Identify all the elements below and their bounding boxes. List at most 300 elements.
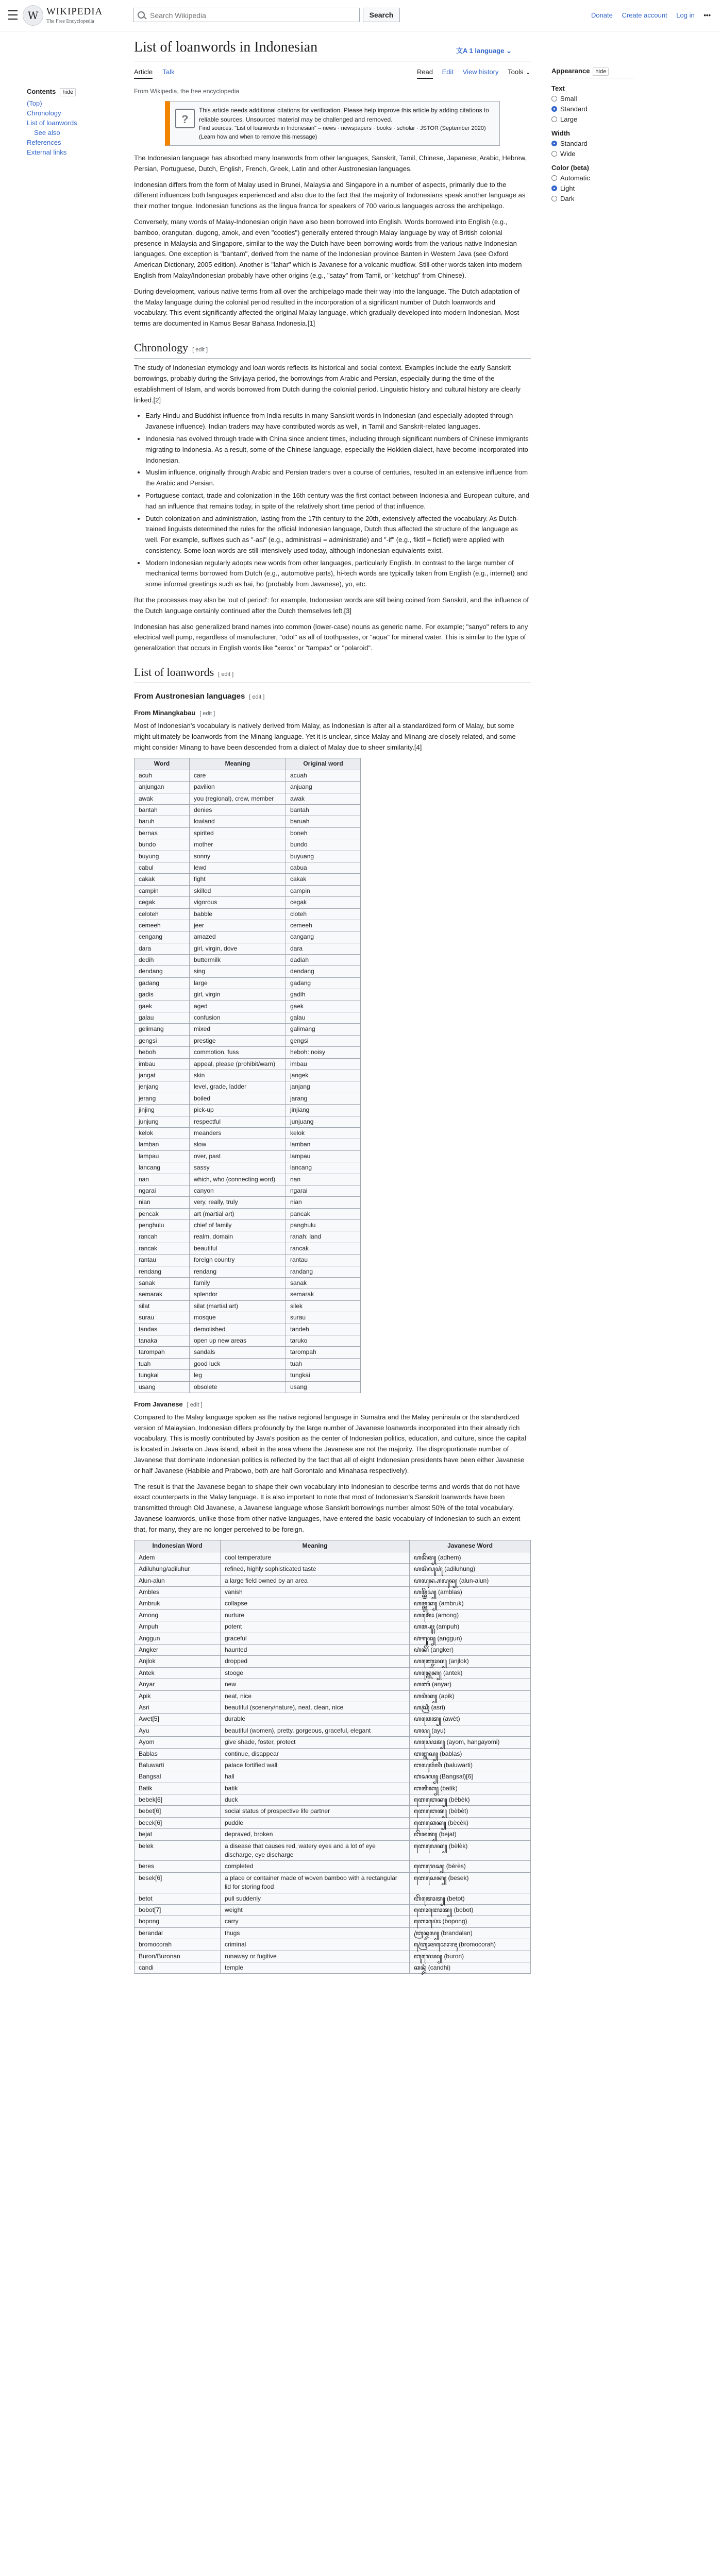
table-cell: ꦧꦺꦕꦺꦏ꧀ (bècèk): [410, 1817, 531, 1828]
table-cell: ꦧꦿꦤ꧀ꦢꦭ꧀ (brandalan): [410, 1927, 531, 1939]
table-row: [135, 989, 361, 1001]
table-cell: taruko: [286, 1335, 361, 1346]
table-cell: canyon: [190, 1185, 286, 1196]
table-row: [135, 1939, 531, 1951]
minangkabau-heading: From Minangkabau [ edit ]: [134, 709, 215, 717]
table-cell: usang: [286, 1381, 361, 1393]
table-cell: vanish: [221, 1587, 410, 1598]
appearance-title: Appearance hide: [551, 67, 634, 78]
search-icon: [138, 11, 145, 19]
more-options-icon[interactable]: •••: [703, 11, 711, 19]
table-cell: dendang: [135, 966, 190, 977]
table-cell: art (martial art): [190, 1208, 286, 1219]
table-row: [135, 1598, 531, 1609]
table-cell: ꦲꦢꦼꦩ꧀ (adhem): [410, 1552, 531, 1563]
table-cell: janjang: [286, 1081, 361, 1093]
color-dark-option[interactable]: Dark: [551, 195, 634, 202]
table-cell: bromocorah: [135, 1939, 221, 1951]
table-cell: runaway or fugitive: [221, 1951, 410, 1962]
table-cell: cakak: [135, 874, 190, 885]
table-cell: berandal: [135, 1927, 221, 1939]
table-cell: anjungan: [135, 782, 190, 793]
chronology-list: [134, 411, 531, 590]
text-large-option[interactable]: Large: [551, 115, 634, 123]
table-cell: ꦧꦺꦧꦺꦏ꧀ (bèbèk): [410, 1794, 531, 1806]
table-cell: ꦧꦺꦱꦺꦏ꧀ (besek): [410, 1872, 531, 1893]
table-cell: sassy: [190, 1162, 286, 1174]
table-cell: dadiah: [286, 955, 361, 966]
table-cell: ꦧꦼꦗꦠ꧀ (bejat): [410, 1829, 531, 1840]
table-row: [135, 1381, 361, 1393]
table-row: [135, 1904, 531, 1916]
width-standard-option[interactable]: Standard: [551, 140, 634, 147]
table-cell: semarak: [135, 1289, 190, 1300]
table-cell: rantau: [135, 1255, 190, 1266]
table-cell: girl, virgin: [190, 989, 286, 1001]
table-cell: cloteh: [286, 908, 361, 920]
table-cell: nurture: [221, 1609, 410, 1621]
table-cell: gelimang: [135, 1024, 190, 1035]
find-sources-line[interactable]: Find sources: "List of loanwords in Indonesian" – news · newspapers · books · scholar · JSTOR (September 2020) (Learn how and when to remove this message): [199, 125, 486, 140]
table-row: [135, 862, 361, 873]
table-cell: social status of prospective life partner: [221, 1806, 410, 1817]
toc-hide-button[interactable]: hide: [60, 88, 76, 96]
table-cell: baruah: [286, 816, 361, 827]
table-row: [135, 1794, 531, 1806]
radio-icon[interactable]: [551, 151, 557, 157]
table-cell: pavilion: [190, 782, 286, 793]
table-cell: gaek: [135, 1001, 190, 1012]
text-small-option[interactable]: Small: [551, 95, 634, 103]
table-row: [135, 1633, 531, 1644]
edit-section-link[interactable]: [ edit ]: [187, 1401, 203, 1408]
table-cell: chief of family: [190, 1220, 286, 1231]
toc-item-top[interactable]: (Top): [27, 99, 42, 107]
table-row: [135, 1243, 361, 1254]
table-row: [135, 1748, 531, 1759]
table-row: [135, 1656, 531, 1667]
table-cell: girl, virgin, dove: [190, 943, 286, 954]
table-row: [135, 1759, 531, 1771]
table-cell: Among: [135, 1609, 221, 1621]
table-cell: ꦧꦿꦺꦴꦩꦕꦺꦴꦫꦃ (bromocorah): [410, 1939, 531, 1951]
table-cell: bundo: [135, 839, 190, 851]
table-cell: Adiluhung/adiluhur: [135, 1564, 221, 1575]
table-row: [135, 1116, 361, 1127]
table-cell: gadih: [286, 989, 361, 1001]
table-cell: cabua: [286, 862, 361, 873]
table-cell: foreign country: [190, 1255, 286, 1266]
table-row: [135, 1575, 531, 1586]
table-row: [135, 966, 361, 977]
search-box: [133, 8, 360, 22]
citation-needed-notice: [165, 101, 500, 146]
table-cell: demolished: [190, 1324, 286, 1335]
table-cell: lampau: [286, 1150, 361, 1162]
table-cell: nian: [135, 1197, 190, 1208]
table-cell: give shade, foster, protect: [221, 1737, 410, 1748]
table-cell: neat, nice: [221, 1690, 410, 1702]
table-cell: denies: [190, 805, 286, 816]
table-cell: ꦲꦱꦿꦶ (asri): [410, 1702, 531, 1713]
table-cell: rendang: [190, 1266, 286, 1277]
chronology-paragraph: Indonesian has also generalized brand names into common (lower-case) nouns as generic name. For example; "sanyo" refers to any electrical well pump, regardless of manufacturer, "odol" as all of toothpastes, or "aqua" for mineral water. This is similar to the type of generalization that occurs in English words like "xerox" or "tampax" or "polaroid".: [134, 622, 528, 652]
table-cell: Anyar: [135, 1679, 221, 1690]
table-cell: ꦧꦁꦱꦭ꧀ (Bangsal)[6]: [410, 1771, 531, 1783]
table-row: [135, 1679, 531, 1690]
table-cell: candi: [135, 1962, 221, 1973]
table-cell: nan: [135, 1174, 190, 1185]
color-automatic-option[interactable]: Automatic: [551, 174, 634, 182]
table-cell: a place or container made of woven bamboo with a rectangular lid for storing food: [221, 1872, 410, 1893]
table-cell: bobot[7]: [135, 1904, 221, 1916]
table-cell: ꦲꦩ꧀ꦧ꧀ꦫꦸꦏ꧀ (ambruk): [410, 1598, 531, 1609]
table-cell: dropped: [221, 1656, 410, 1667]
table-cell: over, past: [190, 1150, 286, 1162]
table-row: [135, 1278, 361, 1289]
tab-view-history[interactable]: View history: [462, 68, 499, 76]
table-cell: depraved, broken: [221, 1829, 410, 1840]
table-row: [135, 1300, 361, 1312]
table-cell: skilled: [190, 885, 286, 896]
table-cell: you (regional), crew, member: [190, 793, 286, 804]
list-item: • Dutch colonization and administration, lasting from the 17th century to the 20th, extensively affected the vocabulary. As Dutch-trained linguists determined the rules for the official Indonesian language, Dutch thus affected the structure of the language as well. For example, suffixes such as "-asi" (e.g., administrasi = administratie) and "-if" (e.g., fiktif = fictief) were applied with consistency. Some loan words are still intensively used today, although Indonesian equivalents exist.: [145, 514, 531, 556]
table-cell: haunted: [221, 1645, 410, 1656]
table-cell: jarang: [286, 1093, 361, 1104]
tab-edit[interactable]: Edit: [442, 68, 454, 76]
tab-article[interactable]: Article: [134, 68, 153, 79]
table-cell: tungkai: [286, 1370, 361, 1381]
table-cell: Antek: [135, 1667, 221, 1679]
table-cell: dara: [286, 943, 361, 954]
table-cell: which, who (connecting word): [190, 1174, 286, 1185]
search-input[interactable]: [149, 8, 357, 23]
table-row: [135, 1702, 531, 1713]
table-row: [135, 1208, 361, 1219]
column-header: Word: [135, 758, 190, 770]
edit-section-link[interactable]: [ edit ]: [199, 710, 215, 717]
table-row: [135, 874, 361, 885]
table-row: [135, 1916, 531, 1927]
table-row: [135, 1872, 531, 1893]
table-cell: penghulu: [135, 1220, 190, 1231]
radio-icon[interactable]: [551, 196, 557, 201]
table-cell: dedih: [135, 955, 190, 966]
table-cell: nian: [286, 1197, 361, 1208]
text-standard-option[interactable]: Standard: [551, 105, 634, 113]
table-row: [135, 1058, 361, 1070]
table-cell: ꦲꦤ꧀ꦠꦺꦏ꧀ (antek): [410, 1667, 531, 1679]
toc-item-list[interactable]: List of loanwords: [27, 119, 77, 127]
table-cell: temple: [221, 1962, 410, 1973]
table-cell: ꦲꦮꦺꦠ꧀ (awèt): [410, 1714, 531, 1725]
table-row: [135, 1840, 531, 1861]
table-cell: criminal: [221, 1939, 410, 1951]
javanese-table: [134, 1540, 531, 1974]
table-cell: ꦧꦧ꧀ꦭꦱ꧀ (bablas): [410, 1748, 531, 1759]
table-cell: refined, highly sophisticated taste: [221, 1564, 410, 1575]
language-button[interactable]: 文A 1 language ⌄: [456, 47, 512, 55]
table-cell: Ayu: [135, 1725, 221, 1736]
chronology-paragraph: But the processes may also be 'out of period': for example, Indonesian words are still being coined from Sanskrit, and the influence of the Dutch language certainly continued after the Dutch themselves left.[3]: [134, 596, 529, 615]
table-row: [135, 1266, 361, 1277]
table-cell: carry: [221, 1916, 410, 1927]
table-cell: appeal, please (prohibit/warn): [190, 1058, 286, 1070]
table-cell: tuah: [286, 1358, 361, 1369]
table-cell: becek[6]: [135, 1817, 221, 1828]
intro-paragraph: Conversely, many words of Malay-Indonesian origin have also been borrowed into English. Words borrowed into English (e.g., bamboo, orangutan, dugong, amok, and even "cooties") generally entered through Malay language by way of British colonial presence in Malaysia and Singapore, similar to the way the Dutch have been borrowing words from the various native Indonesian languages. One exception is "bantam", derived from the name of the Indonesian province Banten in Western Java (see Oxford American Dictionary, 2005 edition). Another is "lahar" which is Javanese for a volcanic mudflow. Still other words taken into modern English from Malay/Indonesian probably have other origins (e.g., "satay" from Tamil, or "ketchup" from Chinese).: [134, 217, 522, 279]
table-cell: slow: [190, 1139, 286, 1150]
table-row: [135, 943, 361, 954]
table-row: [135, 908, 361, 920]
table-row: [135, 839, 361, 851]
column-header: Meaning: [221, 1540, 410, 1552]
table-cell: nan: [286, 1174, 361, 1185]
table-cell: ꦲꦩꦺꦴꦁ (among): [410, 1609, 531, 1621]
tab-tools[interactable]: Tools ⌄: [508, 68, 531, 76]
table-row: [135, 1174, 361, 1185]
tab-read[interactable]: Read: [417, 68, 433, 79]
table-cell: collapse: [221, 1598, 410, 1609]
list-item: • Muslim influence, originally through Arabic and Persian traders over a course of centuries, resulted in an extensive influence from the Arabic and Persian.: [145, 467, 531, 489]
table-row: [135, 1070, 361, 1081]
table-cell: silat: [135, 1300, 190, 1312]
table-cell: family: [190, 1278, 286, 1289]
table-cell: ꦲꦩ꧀ꦧ꧀ꦭꦼꦱ꧀ (amblas): [410, 1587, 531, 1598]
table-row: [135, 827, 361, 839]
table-cell: sandals: [190, 1347, 286, 1358]
table-row: [135, 1962, 531, 1973]
login-link[interactable]: Log in: [676, 11, 695, 19]
intro-paragraph: The Indonesian language has absorbed many loanwords from other languages, Sanskrit, Tamil, Chinese, Japanese, Arabic, Hebrew, Persian, Portuguese, Dutch, English, French, Greek, Latin and other Austronesian languages.: [134, 154, 527, 173]
table-cell: ranah: land: [286, 1231, 361, 1243]
table-cell: jinjiang: [286, 1105, 361, 1116]
table-row: [135, 1609, 531, 1621]
table-cell: junjung: [135, 1116, 190, 1127]
table-cell: aged: [190, 1001, 286, 1012]
edit-section-link[interactable]: [ edit ]: [192, 346, 208, 353]
toc-item-chronology[interactable]: Chronology: [27, 109, 61, 117]
create-account-link[interactable]: Create account: [622, 11, 667, 19]
search-button[interactable]: Search: [363, 8, 400, 22]
table-cell: baruh: [135, 816, 190, 827]
edit-section-link[interactable]: [ edit ]: [249, 694, 265, 701]
color-light-option[interactable]: Light: [551, 184, 634, 192]
table-row: [135, 1552, 531, 1563]
table-cell: jeer: [190, 920, 286, 931]
table-cell: anjuang: [286, 782, 361, 793]
table-cell: Asri: [135, 1702, 221, 1713]
table-cell: pull suddenly: [221, 1893, 410, 1904]
wikipedia-wordmark[interactable]: WIKIPEDIA: [46, 6, 103, 17]
width-label: Width: [551, 129, 570, 137]
radio-selected-icon[interactable]: [551, 106, 557, 112]
table-cell: durable: [221, 1714, 410, 1725]
table-cell: ꦧꦸꦫꦺꦴꦤ꧀ (buron): [410, 1951, 531, 1962]
table-cell: betot: [135, 1893, 221, 1904]
table-cell: babble: [190, 908, 286, 920]
table-cell: lampau: [135, 1150, 190, 1162]
table-cell: campin: [135, 885, 190, 896]
radio-selected-icon[interactable]: [551, 185, 557, 191]
site-header: [0, 0, 721, 31]
table-row: [135, 1783, 531, 1794]
table-cell: hall: [221, 1771, 410, 1783]
table-cell: kelok: [286, 1127, 361, 1139]
table-cell: a disease that causes red, watery eyes and a lot of eye discharge, eye discharge: [221, 1840, 410, 1861]
table-cell: imbau: [286, 1058, 361, 1070]
table-cell: ꦲꦪꦸ (ayu): [410, 1725, 531, 1736]
table-cell: ꦧꦭꦸꦮꦂꦠꦶ (baluwarti): [410, 1759, 531, 1771]
toc-item-references[interactable]: References: [27, 139, 61, 146]
table-cell: respectful: [190, 1116, 286, 1127]
table-cell: Ayom: [135, 1737, 221, 1748]
table-cell: usang: [135, 1381, 190, 1393]
table-row: [135, 1081, 361, 1093]
table-cell: galimang: [286, 1024, 361, 1035]
table-cell: care: [190, 770, 286, 781]
table-row: [135, 1564, 531, 1575]
table-cell: lowland: [190, 816, 286, 827]
table-cell: acuh: [135, 770, 190, 781]
table-cell: Buron/Buronan: [135, 1951, 221, 1962]
table-cell: ꦲꦁꦒꦸꦤ꧀ (anggun): [410, 1633, 531, 1644]
table-row: [135, 1667, 531, 1679]
austronesian-heading: From Austronesian languages [ edit ]: [134, 692, 265, 701]
table-cell: Apik: [135, 1690, 221, 1702]
article-content: [134, 101, 531, 1980]
table-cell: pancak: [286, 1208, 361, 1219]
table-row: [135, 1927, 531, 1939]
table-row: [135, 1714, 531, 1725]
table-cell: cegak: [286, 897, 361, 908]
table-cell: rancak: [286, 1243, 361, 1254]
radio-icon[interactable]: [551, 116, 557, 122]
table-row: [135, 1587, 531, 1598]
table-cell: beautiful (women), pretty, gorgeous, graceful, elegant: [221, 1725, 410, 1736]
donate-link[interactable]: Donate: [591, 11, 613, 19]
table-cell: silek: [286, 1300, 361, 1312]
table-cell: stooge: [221, 1667, 410, 1679]
table-cell: new: [221, 1679, 410, 1690]
table-cell: bejat: [135, 1829, 221, 1840]
table-cell: ꦕꦤ꧀ꦢꦶ (candhi): [410, 1962, 531, 1973]
table-cell: surau: [135, 1312, 190, 1324]
table-row: [135, 1893, 531, 1904]
table-cell: weight: [221, 1904, 410, 1916]
table-row: [135, 1621, 531, 1633]
radio-selected-icon[interactable]: [551, 141, 557, 146]
table-row: [135, 1047, 361, 1058]
table-cell: obsolete: [190, 1381, 286, 1393]
table-row: [135, 1139, 361, 1150]
table-cell: lewd: [190, 862, 286, 873]
table-cell: buyuang: [286, 851, 361, 862]
table-cell: lamban: [135, 1139, 190, 1150]
table-row: [135, 1645, 531, 1656]
table-cell: ꦧꦺꦴꦥꦺꦴꦁ (bopong): [410, 1916, 531, 1927]
table-cell: vigorous: [190, 897, 286, 908]
table-cell: beres: [135, 1861, 221, 1872]
wikipedia-tagline: The Free Encyclopedia: [46, 19, 94, 24]
table-cell: awak: [286, 793, 361, 804]
table-cell: tandeh: [286, 1324, 361, 1335]
table-cell: graceful: [221, 1633, 410, 1644]
table-cell: cangang: [286, 931, 361, 943]
table-cell: acuah: [286, 770, 361, 781]
table-cell: ꦧꦺꦧꦺꦠ꧀ (bèbèt): [410, 1806, 531, 1817]
list-item: • Early Hindu and Buddhist influence from India results in many Sanskrit words in Indonesian (and especially adopted through Javanese influence). Indian traders may have contributed words as well, in Tamil and Sanskrit-related languages.: [145, 411, 531, 432]
table-cell: galau: [286, 1012, 361, 1024]
edit-section-link[interactable]: [ edit ]: [218, 671, 234, 678]
main-menu-icon[interactable]: [8, 10, 18, 20]
table-cell: Awet[5]: [135, 1714, 221, 1725]
table-row: [135, 1162, 361, 1174]
table-cell: ꦲꦁꦏꦼꦂ (angker): [410, 1645, 531, 1656]
table-cell: ꦲꦥꦶꦏ꧀ (apik): [410, 1690, 531, 1702]
table-row: [135, 1324, 361, 1335]
appearance-hide-button[interactable]: hide: [593, 67, 609, 76]
table-cell: pick-up: [190, 1105, 286, 1116]
table-cell: sanak: [135, 1278, 190, 1289]
toc-item-external-links[interactable]: External links: [27, 148, 67, 156]
table-row: [135, 977, 361, 989]
table-row: [135, 1335, 361, 1346]
table-cell: cool temperature: [221, 1552, 410, 1563]
table-cell: campin: [286, 885, 361, 896]
table-cell: boiled: [190, 1093, 286, 1104]
table-cell: batik: [221, 1783, 410, 1794]
table-cell: panghulu: [286, 1220, 361, 1231]
table-row: [135, 770, 361, 781]
toc-item-see-also[interactable]: See also: [34, 129, 60, 137]
table-cell: good luck: [190, 1358, 286, 1369]
column-header: Indonesian Word: [135, 1540, 221, 1552]
table-row: [135, 1220, 361, 1231]
table-cell: buttermilk: [190, 955, 286, 966]
table-cell: ꦧꦺꦫꦺꦱ꧀ (bérès): [410, 1861, 531, 1872]
table-cell: open up new areas: [190, 1335, 286, 1346]
tab-talk[interactable]: Talk: [162, 68, 175, 76]
table-cell: cengang: [135, 931, 190, 943]
javanese-paragraph: Compared to the Malay language spoken as the native regional language in Sumatra and the Malay peninsula or the standardized version of Malaysian, Indonesian differs profoundly by the large number of Javanese loanwords incorporated into their already rich vocabulary. This is mostly contributed by Java's position as the center of Indonesian politics, education, and culture, since the capital is located in Jakarta on Java island, albeit in the area where the Javanese are not the majority. The disproportionate number of Javanese that dominate Indonesian politics is reflected by the fact that all of eight Indonesian presidents have been either Javanese or half Javanese (Habibie and Prabowo, both are half Gorontalo and Minahasa respectively).: [134, 1413, 526, 1475]
table-cell: amazed: [190, 931, 286, 943]
minangkabau-table: [134, 758, 361, 1393]
table-cell: potent: [221, 1621, 410, 1633]
table-cell: Ambruk: [135, 1598, 221, 1609]
javanese-heading: From Javanese [ edit ]: [134, 1400, 203, 1408]
table-cell: Anggun: [135, 1633, 221, 1644]
radio-icon[interactable]: [551, 96, 557, 101]
table-cell: continue, disappear: [221, 1748, 410, 1759]
radio-icon[interactable]: [551, 175, 557, 181]
table-cell: imbau: [135, 1058, 190, 1070]
wikipedia-logo[interactable]: W: [23, 5, 43, 26]
table-cell: Bangsal: [135, 1771, 221, 1783]
width-wide-option[interactable]: Wide: [551, 150, 634, 158]
table-cell: Angker: [135, 1645, 221, 1656]
table-row: [135, 1185, 361, 1196]
table-cell: mixed: [190, 1024, 286, 1035]
table-row: [135, 1370, 361, 1381]
table-row: [135, 920, 361, 931]
table-cell: jangek: [286, 1070, 361, 1081]
table-cell: tandas: [135, 1324, 190, 1335]
table-row: [135, 1105, 361, 1116]
table-cell: ꦲꦢꦶꦭꦸꦲꦸꦁ (adiluhung): [410, 1564, 531, 1575]
table-cell: belek: [135, 1840, 221, 1861]
table-row: [135, 1358, 361, 1369]
